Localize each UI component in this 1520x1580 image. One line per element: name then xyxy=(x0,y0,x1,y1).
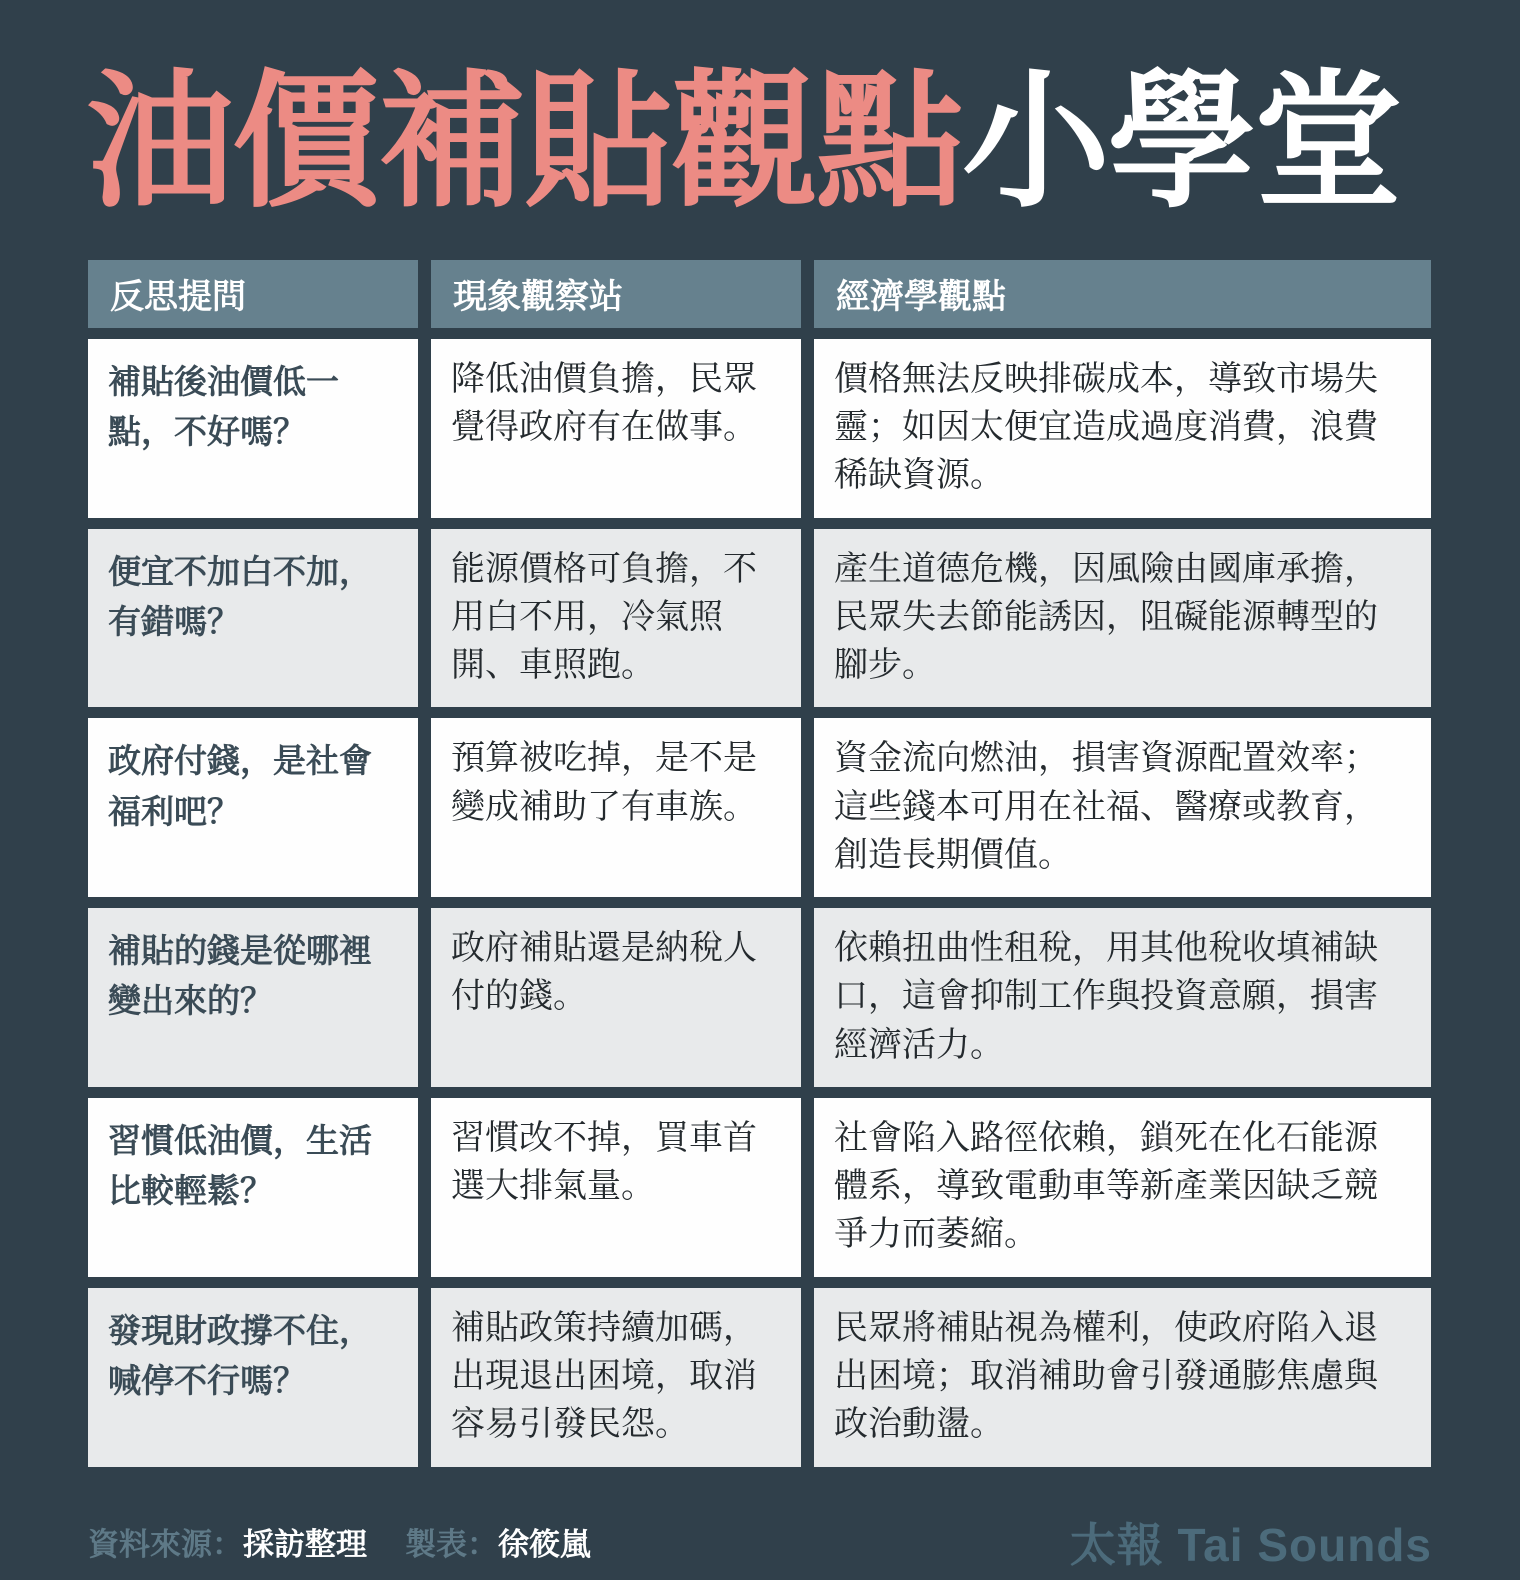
cell-observation-6: 補貼政策持續加碼，出現退出困境，取消容易引發民怨。 xyxy=(431,1288,801,1467)
author-value: 徐筱嵐 xyxy=(498,1527,591,1563)
cell-question-2: 便宜不加白不加，有錯嗎？ xyxy=(88,529,418,708)
source-value: 採訪整理 xyxy=(243,1527,367,1563)
cell-question-1: 補貼後油價低一點，不好嗎？ xyxy=(88,339,418,518)
cell-economics-1: 價格無法反映排碳成本，導致市場失靈；如因太便宜造成過度消費，浪費稀缺資源。 xyxy=(814,339,1431,518)
cell-observation-4: 政府補貼還是納稅人付的錢。 xyxy=(431,908,801,1087)
author-label: 製表： xyxy=(405,1527,498,1563)
cell-question-3: 政府付錢，是社會福利吧？ xyxy=(88,718,418,897)
cell-economics-2: 產生道德危機，因風險由國庫承擔，民眾失去節能誘因，阻礙能源轉型的腳步。 xyxy=(814,529,1431,708)
cell-question-6: 發現財政撐不住，喊停不行嗎？ xyxy=(88,1288,418,1467)
cell-observation-3: 預算被吃掉，是不是變成補助了有車族。 xyxy=(431,718,801,897)
credits xyxy=(88,1519,591,1564)
infographic-poster xyxy=(0,60,1520,1580)
comparison-table xyxy=(88,260,1431,1467)
column-header-observation: 現象觀察站 xyxy=(431,260,801,328)
column-header-question: 反思提問 xyxy=(88,260,418,328)
page-title xyxy=(86,60,1434,226)
source-label: 資料來源： xyxy=(88,1527,243,1563)
cell-economics-3: 資金流向燃油，損害資源配置效率；這些錢本可用在社福、醫療或教育，創造長期價值。 xyxy=(814,718,1431,897)
page-title-suffix: 小學堂 xyxy=(962,60,1400,225)
cell-observation-5: 習慣改不掉，買車首選大排氣量。 xyxy=(431,1098,801,1277)
cell-observation-1: 降低油價負擔，民眾覺得政府有在做事。 xyxy=(431,339,801,518)
footer xyxy=(88,1509,1432,1575)
cell-economics-4: 依賴扭曲性租稅，用其他稅收填補缺口，這會抑制工作與投資意願，損害經濟活力。 xyxy=(814,908,1431,1087)
cell-economics-5: 社會陷入路徑依賴，鎖死在化石能源體系，導致電動車等新產業因缺乏競爭力而萎縮。 xyxy=(814,1098,1431,1277)
cell-observation-2: 能源價格可負擔，不用白不用，冷氣照開、車照跑。 xyxy=(431,529,801,708)
page-title-highlight: 油價補貼觀點 xyxy=(86,60,962,225)
cell-question-5: 習慣低油價，生活比較輕鬆？ xyxy=(88,1098,418,1277)
column-header-economics: 經濟學觀點 xyxy=(814,260,1431,328)
cell-economics-6: 民眾將補貼視為權利，使政府陷入退出困境；取消補助會引發通膨焦慮與政治動盪。 xyxy=(814,1288,1431,1467)
brand-logo: 太報 Tai Sounds xyxy=(1069,1518,1432,1571)
cell-question-4: 補貼的錢是從哪裡變出來的？ xyxy=(88,908,418,1087)
